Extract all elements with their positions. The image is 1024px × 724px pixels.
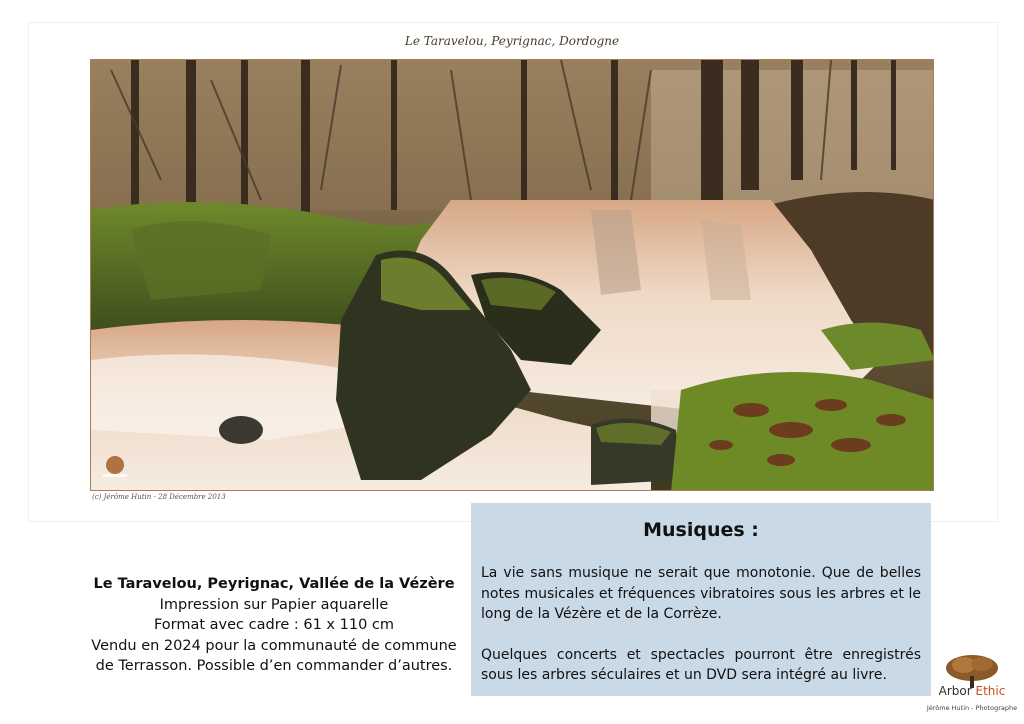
photo-copyright: (c) Jérôme Hutin - 28 Décembre 2013 (92, 493, 226, 501)
arbor-ethic-logo (922, 652, 1022, 720)
brand-name (922, 684, 1022, 698)
artwork-title: Le Taravelou, Peyrignac, Vallée de la Vézère (93, 576, 455, 592)
music-heading: Musiques : (643, 519, 759, 541)
artwork-detail-line: Impression sur Papier aquarelle (159, 596, 389, 613)
artwork-detail-line: Vendu en 2024 pour la communauté de commune (91, 637, 457, 654)
music-paragraph: La vie sans musique ne serait que monotonie. Que de belles notes musicales et fréquences vibratoires sous les arbres et le long de la Vézère et de la Corrèze. (481, 565, 921, 622)
artwork-detail-line: de Terrasson. Possible d’en commander d’autres. (95, 658, 453, 674)
waterfall-photo-illustration (91, 60, 934, 491)
tree-icon (922, 652, 1022, 688)
brand-name-part1: Arbor (938, 684, 972, 698)
brand-subtitle: Jérôme Hutin - Photographe (926, 704, 1018, 712)
photo-caption: Le Taravelou, Peyrignac, Dordogne (404, 34, 620, 48)
brand-name-part2: Ethic (975, 684, 1006, 698)
artwork-detail-line: Format avec cadre : 61 x 110 cm (153, 617, 395, 633)
music-body (481, 563, 921, 686)
music-paragraph: Quelques concerts et spectacles pourront être enregistrés sous les arbres séculaires et un DVD sera intégré au livre. (481, 646, 921, 683)
waterfall-photo (90, 59, 934, 491)
music-section (471, 503, 931, 696)
artwork-description (60, 574, 488, 677)
